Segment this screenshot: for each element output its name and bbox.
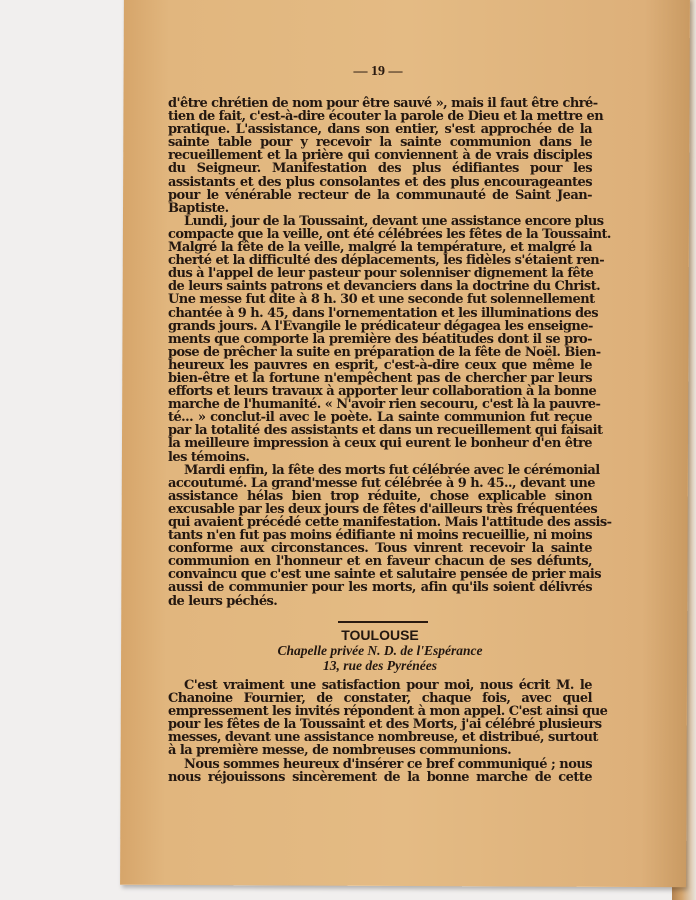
text-line: cherté et la difficulté des déplacements, les fidèles s'étaient ren-	[168, 253, 605, 269]
text-line: convaincu que c'est une sainte et salutaire pensée de prier mais	[168, 567, 602, 583]
text-line: ments que comporte la première des béatitudes dont il se pro-	[168, 331, 592, 347]
text-line: sainte table pour y recevoir la sainte communion dans le	[168, 135, 592, 151]
text-line: excusable par les deux jours de fêtes d'ailleurs très fréquentées	[168, 501, 598, 517]
text-line: marche de l'humanité. « N'avoir rien secouru, c'est là la pauvre-	[168, 397, 601, 413]
text-line: empressement les invités répondent à mon appel. C'est ainsi que	[168, 704, 608, 720]
text-line: Chanoine Fournier, de constater, chaque fois, avec quel	[168, 691, 592, 707]
text-line: compacte que la veille, ont été célébrées les fêtes de la Toussaint.	[168, 226, 611, 242]
section-divider	[338, 621, 428, 623]
text-line: C'est vraiment une satisfaction pour moi, nous écrit M. le	[184, 678, 592, 693]
text-line: conforme aux circonstances. Tous vinrent recevoir la sainte	[168, 541, 592, 557]
text-line: assistants et des plus consolantes et des plus encourageantes	[168, 174, 592, 190]
text-line: de leurs péchés.	[168, 593, 278, 609]
text-line: assistance hélas bien trop réduite, chose explicable sinon	[168, 488, 592, 504]
text-line: efforts et leurs travaux à apporter leur collaboration à la bonne	[168, 384, 597, 400]
text-line: à la première messe, de nombreuses communions.	[168, 743, 512, 759]
text-line: pour le vénérable recteur de la communauté de Saint Jean-	[168, 187, 592, 203]
text-line: dus à l'appel de leur pasteur pour solenniser dignement la fête	[168, 266, 594, 282]
text-line: les témoins.	[168, 449, 250, 465]
text-line: communion en l'honneur et en faveur chacun de ses défunts,	[168, 554, 592, 570]
text-line: pratique. L'assistance, dans son entier, s'est approchée de la	[168, 122, 592, 138]
text-line: Lundi, jour de la Toussaint, devant une assistance encore plus	[184, 213, 604, 229]
text-line: heureux les pauvres en esprit, c'est-à-dire ceux que même le	[168, 357, 592, 373]
page-number: — 19 —	[353, 64, 403, 79]
text-line: tants n'en fut pas moins édifiante ni moins recueillie, ni moins	[168, 528, 592, 544]
section-address: 13, rue des Pyrénées	[323, 658, 437, 673]
text-line: du Seigneur. Manifestation des plus édifiantes pour les	[168, 161, 592, 177]
text-line: tien de fait, c'est-à-dire écouter la parole de Dieu et la mettre en	[168, 109, 604, 125]
body-text-section-1	[168, 96, 612, 609]
text-line: chantée à 9 h. 45, dans l'ornementation et les illuminations des	[168, 305, 599, 321]
section-heading-city: TOULOUSE	[341, 627, 419, 643]
text-line: qui avaient précédé cette manifestation. Mais l'attitude des assis-	[168, 515, 612, 530]
text-line: recueillement et la prière qui conviennent à de vrais disciples	[168, 148, 592, 164]
text-line: pose de prêcher la suite en préparation de la fête de Noël. Bien-	[168, 344, 601, 360]
text-line: Baptiste.	[168, 200, 229, 216]
text-line: pour les fêtes de la Toussaint et des Morts, j'ai célébré plusieurs	[168, 717, 602, 733]
text-line: messes, devant une assistance nombreuse, et distribué, surtout	[168, 730, 598, 746]
text-line: Mardi enfin, la fête des morts fut célébrée avec le cérémonial	[184, 462, 600, 478]
text-line: de leurs saints patrons et devanciers dans la doctrine du Christ.	[168, 279, 601, 295]
text-line: nous réjouissons sincèrement de la bonne marche de cette	[168, 769, 592, 785]
text-line: té... » conclut-il avec le poète. La sainte communion fut reçue	[168, 410, 592, 426]
text-line: la meilleure impression à ceux qui eurent le bonheur d'en être	[168, 436, 592, 452]
text-line: grands jours. A l'Evangile le prédicateur dégagea les enseigne-	[168, 318, 593, 334]
text-line: aussi de communier pour les morts, afin qu'ils soient délivrés	[168, 580, 592, 596]
text-line: bien-être et la fortune n'empêchent pas de chercher par leurs	[168, 370, 592, 386]
text-line: Une messe fut dite à 8 h. 30 et une seconde fut solennellement	[168, 292, 595, 308]
text-line: accoutumé. La grand'messe fut célébrée à 9 h. 45.., devant une	[168, 475, 595, 491]
text-line: Nous sommes heureux d'insérer ce bref communiqué ; nous	[184, 756, 592, 772]
text-line: par la totalité des assistants et dans un recueillement qui faisait	[168, 423, 603, 439]
text-line: d'être chrétien de nom pour être sauvé », mais il faut être chré-	[168, 96, 598, 111]
body-text-section-2	[168, 678, 608, 785]
text-line: Malgré la fête de la veille, malgré la température, et malgré la	[168, 240, 592, 256]
section-subtitle: Chapelle privée N. D. de l'Espérance	[277, 643, 483, 658]
